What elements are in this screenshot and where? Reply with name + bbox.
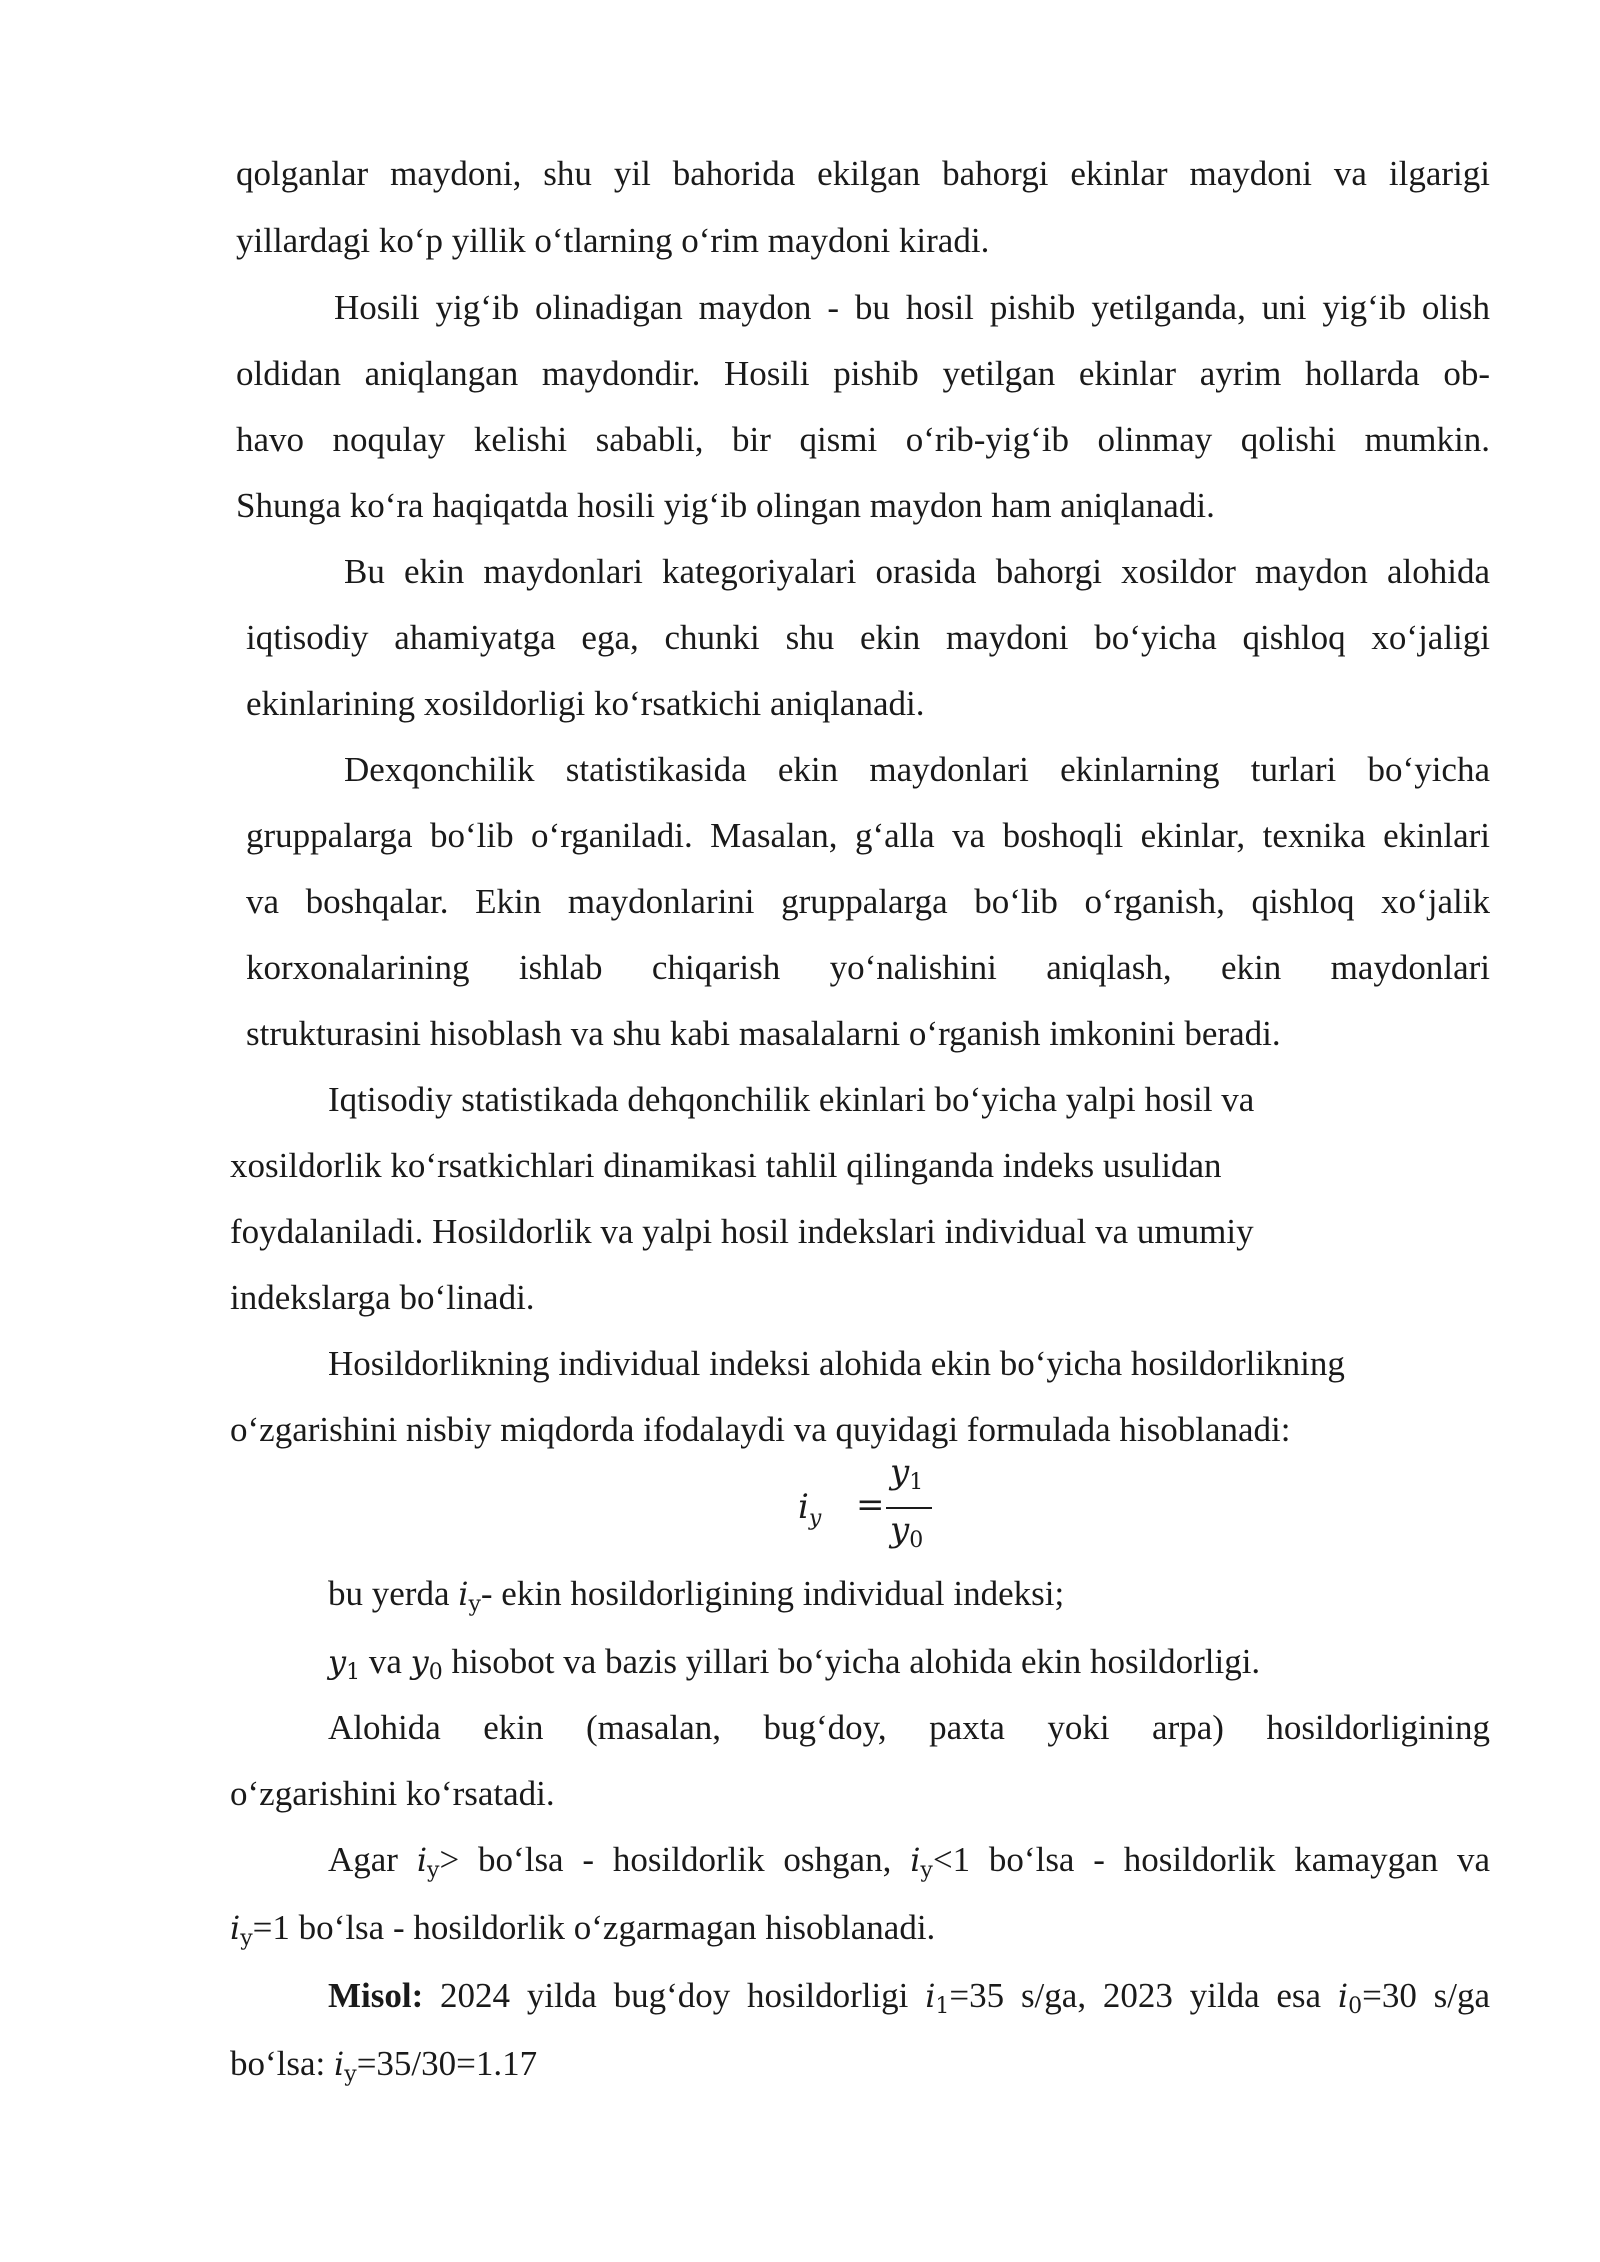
paragraph-3-line-2: iqtisodiy ahamiyatga ega, chunki shu ekin maydoni bo‘yicha qishloq xo‘jaligi (246, 618, 1490, 657)
example-label: Misol: (328, 1976, 424, 2015)
where-line-1: bu yerda $i_y-$ ekin hosildorligining individual indeksi; (328, 1574, 1065, 1617)
paragraph-1-line-1: qolganlar maydoni, shu yil bahorida ekilgan bahorgi ekinlar maydoni va ilgarigi (236, 154, 1490, 193)
paragraph-5-line-1: Iqtisodiy statistikada dehqonchilik ekinlari bo‘yicha yalpi hosil va (328, 1080, 1255, 1119)
formula-lhs: $i_y$ (798, 1487, 822, 1531)
paragraph-4-line-3: va boshqalar. Ekin maydonlarini gruppalarga bo‘lib o‘rganish, qishloq xo‘jalik (246, 882, 1490, 921)
paragraph-2-line-1: Hosili yig‘ib olinadigan maydon - bu hosil pishib yetilganda, uni yig‘ib olish (334, 288, 1490, 327)
example-line-1: Misol: 2024 yilda bug‘doy hosildorligi $i_1=35$ s/ga, 2023 yilda esa $i_0=30$ s/ga (328, 1976, 1490, 2019)
paragraph-4-line-1: Dexqonchilik statistikasida ekin maydonlari ekinlarning turlari bo‘yicha (344, 750, 1490, 789)
paragraph-8-line-1: Agar $i_y>$ bo‘lsa - hosildorlik oshgan, $i_y<1$ bo‘lsa - hosildorlik kamaygan va (328, 1840, 1491, 1883)
paragraph-4-line-5: strukturasini hisoblash va shu kabi masalalarni o‘rganish imkonini beradi. (246, 1014, 1281, 1053)
paragraph-5-line-2: xosildorlik ko‘rsatkichlari dinamikasi tahlil qilinganda indeks usulidan (230, 1146, 1222, 1185)
fraction-bar (886, 1507, 932, 1509)
paragraph-3-line-1: Bu ekin maydonlari kategoriyalari orasida bahorgi xosildor maydon alohida (344, 552, 1490, 591)
formula-equals: = (856, 1485, 885, 1525)
where-line-2: $y_1$ va $y_0$ hisobot va bazis yillari bo‘yicha alohida ekin hosildorligi. (328, 1642, 1261, 1685)
formula-numerator: $y_1$ (890, 1452, 924, 1495)
paragraph-8-line-2: $i_y=1$ bo‘lsa - hosildorlik o‘zgarmagan hisoblanadi. (230, 1908, 936, 1951)
paragraph-7-line-1: Alohida ekin (masalan, bug‘doy, paxta yoki arpa) hosildorligining (328, 1708, 1490, 1747)
example-line-2: bo‘lsa: $i_y=35/30=1.17$ (230, 2044, 538, 2087)
paragraph-2-line-2: oldidan aniqlangan maydondir. Hosili pishib yetilgan ekinlar ayrim hollarda ob- (236, 354, 1490, 393)
paragraph-4-line-2: gruppalarga bo‘lib o‘rganiladi. Masalan, g‘alla va boshoqli ekinlar, texnika ekinlari (246, 816, 1490, 855)
paragraph-2-line-3: havo noqulay kelishi sababli, bir qismi o‘rib-yig‘ib olinmay qolishi mumkin. (236, 420, 1490, 459)
paragraph-1-line-2: yillardagi ko‘p yillik o‘tlarning o‘rim maydoni kiradi. (236, 221, 990, 260)
paragraph-4-line-4: korxonalarining ishlab chiqarish yo‘nalishini aniqlash, ekin maydonlari (246, 948, 1490, 987)
paragraph-3-line-3: ekinlarining xosildorligi ko‘rsatkichi aniqlanadi. (246, 684, 925, 723)
formula-denominator: $y_0$ (890, 1510, 924, 1553)
paragraph-5-line-4: indekslarga bo‘linadi. (230, 1278, 535, 1317)
index-formula (798, 1452, 938, 1562)
paragraph-7-line-2: o‘zgarishini ko‘rsatadi. (230, 1774, 555, 1813)
paragraph-2-line-4: Shunga ko‘ra haqiqatda hosili yig‘ib olingan maydon ham aniqlanadi. (236, 486, 1215, 525)
paragraph-6-line-1: Hosildorlikning individual indeksi alohida ekin bo‘yicha hosildorlikning (328, 1344, 1345, 1383)
paragraph-5-line-3: foydalaniladi. Hosildorlik va yalpi hosil indekslari individual va umumiy (230, 1212, 1254, 1251)
paragraph-6-line-2: o‘zgarishini nisbiy miqdorda ifodalaydi va quyidagi formulada hisoblanadi: (230, 1410, 1291, 1449)
